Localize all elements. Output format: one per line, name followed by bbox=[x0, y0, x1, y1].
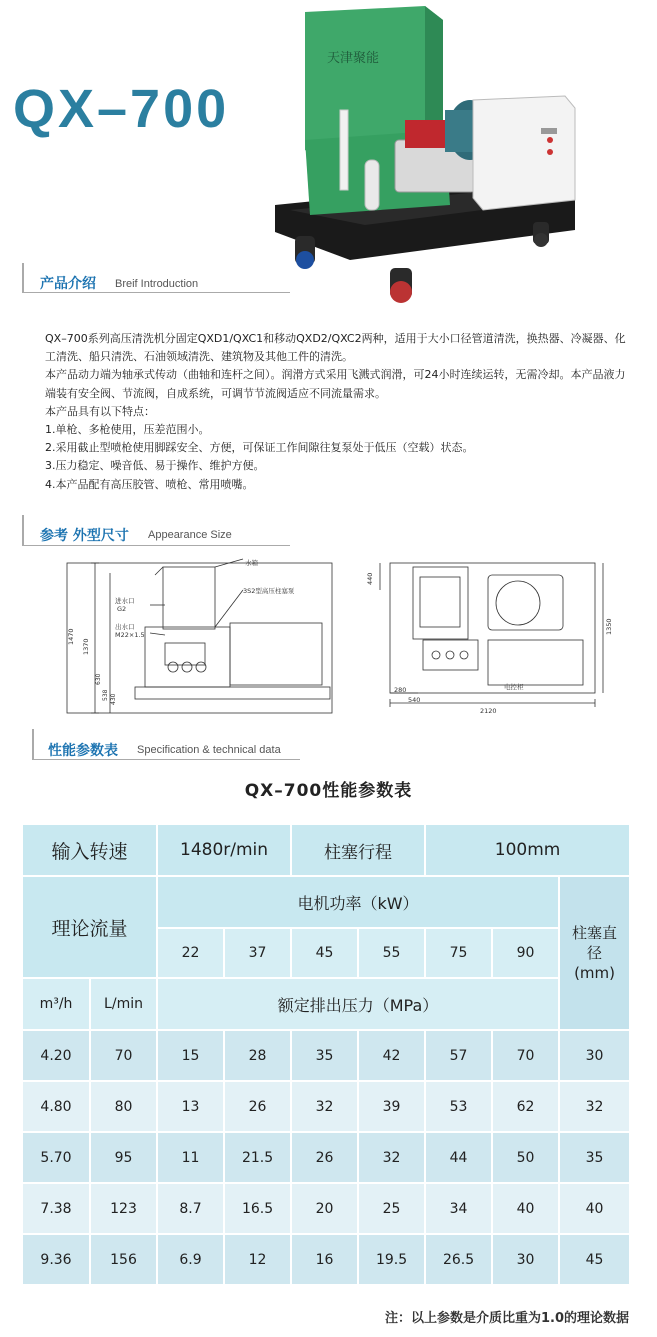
intro-paragraph: 1.单枪、多枪使用，压差范围小。 bbox=[45, 423, 210, 437]
unit-lmin: L/min bbox=[90, 978, 157, 1030]
label-outlet-size: M22×1.5 bbox=[115, 631, 145, 639]
pressure-cell: 8.7 bbox=[157, 1183, 224, 1234]
power-value: 90 bbox=[492, 928, 559, 978]
stroke-value: 100mm bbox=[425, 824, 630, 876]
intro-paragraph: 本产品动力端为轴承式传动（曲轴和连杆之间）。润滑方式采用飞溅式润滑，可24小时连续运转，无需冷却。本产品液力端装有安全阀、节流阀，自成系统，可调节节流阀适应不同流量需求。 bbox=[45, 368, 626, 400]
pressure-label: 额定排出压力（MPa） bbox=[157, 978, 559, 1030]
intro-section-title: 产品介绍 bbox=[40, 276, 96, 292]
pressure-cell: 42 bbox=[358, 1030, 425, 1081]
power-label: 电机功率（kW） bbox=[157, 876, 559, 928]
table-row bbox=[22, 1234, 630, 1285]
pressure-cell: 32 bbox=[358, 1132, 425, 1183]
pressure-cell: 53 bbox=[425, 1081, 492, 1132]
dim-430: 430 bbox=[110, 693, 117, 705]
tank-label: 天津聚能 bbox=[327, 51, 380, 66]
flow-lmin: 123 bbox=[90, 1183, 157, 1234]
machine-illustration bbox=[265, 0, 585, 312]
pressure-cell: 21.5 bbox=[224, 1132, 291, 1183]
label-electric-cabinet: 电控柜 bbox=[504, 683, 524, 691]
dim-2120: 2120 bbox=[480, 707, 497, 715]
flow-lmin: 80 bbox=[90, 1081, 157, 1132]
pressure-cell: 62 bbox=[492, 1081, 559, 1132]
flow-m3h: 9.36 bbox=[22, 1234, 90, 1285]
power-value: 75 bbox=[425, 928, 492, 978]
label-water-tank: 水箱 bbox=[245, 559, 258, 567]
pressure-cell: 25 bbox=[358, 1183, 425, 1234]
diameter-cell: 45 bbox=[559, 1234, 630, 1285]
flow-m3h: 5.70 bbox=[22, 1132, 90, 1183]
label-outlet: 出水口 bbox=[115, 623, 135, 631]
pressure-cell: 13 bbox=[157, 1081, 224, 1132]
flow-lmin: 70 bbox=[90, 1030, 157, 1081]
speed-value: 1480r/min bbox=[157, 824, 291, 876]
intro-section-title-en: Breif Introduction bbox=[115, 278, 199, 290]
flow-label: 理论流量 bbox=[22, 876, 157, 978]
diameter-cell: 40 bbox=[559, 1183, 630, 1234]
spec-divider bbox=[32, 759, 300, 760]
pressure-cell: 6.9 bbox=[157, 1234, 224, 1285]
label-pump: 3S2型高压柱塞泵 bbox=[243, 587, 295, 595]
pressure-cell: 39 bbox=[358, 1081, 425, 1132]
flow-m3h: 7.38 bbox=[22, 1183, 90, 1234]
pressure-cell: 44 bbox=[425, 1132, 492, 1183]
dim-538: 538 bbox=[102, 689, 109, 701]
pressure-cell: 16 bbox=[291, 1234, 358, 1285]
diameter-cell: 35 bbox=[559, 1132, 630, 1183]
unit-m3h: m³/h bbox=[22, 978, 90, 1030]
diameter-label: 柱塞直径(mm) bbox=[559, 876, 630, 1030]
top-view-drawing bbox=[368, 555, 623, 720]
spec-section-title-en: Specification & technical data bbox=[137, 744, 281, 756]
dim-280: 280 bbox=[394, 686, 407, 694]
table-row bbox=[22, 1030, 630, 1081]
spec-table bbox=[21, 823, 631, 1286]
label-inlet: 进水口 bbox=[115, 597, 135, 605]
flow-m3h: 4.80 bbox=[22, 1081, 90, 1132]
pressure-cell: 35 bbox=[291, 1030, 358, 1081]
power-value: 45 bbox=[291, 928, 358, 978]
pressure-cell: 70 bbox=[492, 1030, 559, 1081]
intro-text bbox=[45, 330, 630, 494]
diameter-cell: 32 bbox=[559, 1081, 630, 1132]
pressure-cell: 26 bbox=[291, 1132, 358, 1183]
power-value: 22 bbox=[157, 928, 224, 978]
pressure-cell: 30 bbox=[492, 1234, 559, 1285]
pressure-cell: 40 bbox=[492, 1183, 559, 1234]
power-value: 55 bbox=[358, 928, 425, 978]
pressure-cell: 16.5 bbox=[224, 1183, 291, 1234]
intro-paragraph: 2.采用截止型喷枪使用脚踩安全、方便，可保证工作间隙往复泵处于低压（空载）状态。 bbox=[45, 441, 474, 455]
flow-lmin: 156 bbox=[90, 1234, 157, 1285]
pressure-cell: 28 bbox=[224, 1030, 291, 1081]
label-inlet-size: G2 bbox=[117, 605, 127, 613]
dim-1350: 1350 bbox=[605, 618, 613, 635]
intro-paragraph: 本产品具有以下特点： bbox=[45, 404, 155, 418]
size-divider bbox=[22, 545, 290, 546]
model-title: QX–700 bbox=[13, 79, 230, 139]
pressure-cell: 57 bbox=[425, 1030, 492, 1081]
intro-paragraph: QX–700系列高压清洗机分固定QXD1/QXC1和移动QXD2/QXC2两种，适用于大小口径管道清洗，换热器、冷凝器、化工清洗、船只清洗、石油领域清洗、建筑物及其他工件的清洗。 bbox=[45, 332, 626, 364]
size-divider-tick bbox=[22, 515, 24, 546]
table-title: QX–700性能参数表 bbox=[244, 781, 413, 801]
footnote: 注：以上参数是介质比重为1.0的理论数据 bbox=[384, 1311, 629, 1326]
pressure-cell: 26 bbox=[224, 1081, 291, 1132]
dim-height-2: 1370 bbox=[82, 638, 90, 655]
dim-440: 440 bbox=[366, 572, 374, 585]
stroke-label: 柱塞行程 bbox=[291, 824, 425, 876]
spec-section-title: 性能参数表 bbox=[48, 743, 118, 759]
pressure-cell: 20 bbox=[291, 1183, 358, 1234]
speed-label: 输入转速 bbox=[22, 824, 157, 876]
pressure-cell: 32 bbox=[291, 1081, 358, 1132]
flow-m3h: 4.20 bbox=[22, 1030, 90, 1081]
spec-divider-tick bbox=[32, 729, 34, 760]
intro-paragraph: 3.压力稳定、噪音低、易于操作、维护方便。 bbox=[45, 459, 265, 473]
pressure-cell: 26.5 bbox=[425, 1234, 492, 1285]
dim-height: 1470 bbox=[67, 628, 75, 645]
power-value: 37 bbox=[224, 928, 291, 978]
table-row bbox=[22, 1132, 630, 1183]
pressure-cell: 12 bbox=[224, 1234, 291, 1285]
diameter-cell: 30 bbox=[559, 1030, 630, 1081]
dim-630: 630 bbox=[95, 673, 102, 685]
intro-divider-tick bbox=[22, 263, 24, 293]
table-row bbox=[22, 1081, 630, 1132]
intro-divider bbox=[22, 292, 290, 293]
intro-paragraph: 4.本产品配有高压胶管、喷枪、常用喷嘴。 bbox=[45, 477, 254, 491]
pressure-cell: 34 bbox=[425, 1183, 492, 1234]
dim-540: 540 bbox=[408, 696, 421, 704]
pressure-cell: 19.5 bbox=[358, 1234, 425, 1285]
front-view-drawing bbox=[55, 555, 345, 720]
flow-lmin: 95 bbox=[90, 1132, 157, 1183]
size-section-title-en: Appearance Size bbox=[148, 529, 232, 541]
table-row bbox=[22, 1183, 630, 1234]
pressure-cell: 11 bbox=[157, 1132, 224, 1183]
pressure-cell: 15 bbox=[157, 1030, 224, 1081]
pressure-cell: 50 bbox=[492, 1132, 559, 1183]
size-section-title: 参考 外型尺寸 bbox=[40, 528, 129, 544]
